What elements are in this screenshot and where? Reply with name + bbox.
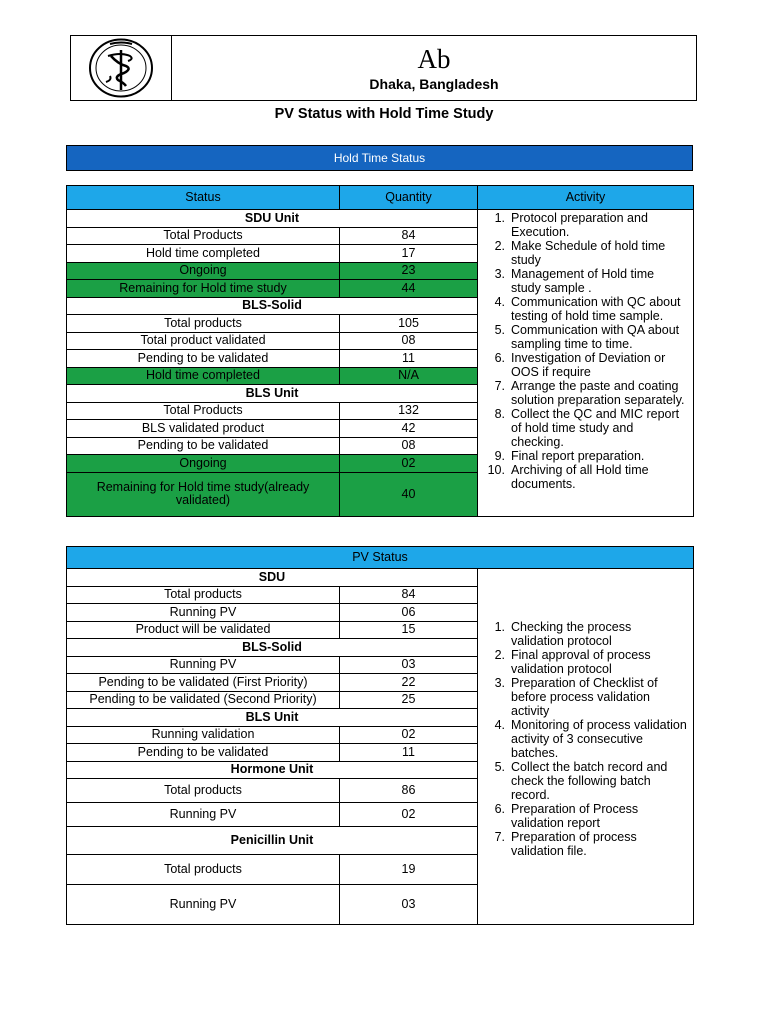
quantity-value: 15	[340, 621, 478, 639]
status-label: Total Products	[67, 227, 340, 245]
status-label: Product will be validated	[67, 621, 340, 639]
quantity-value: 25	[340, 691, 478, 709]
column-header: Quantity	[340, 186, 478, 210]
section-title: SDU	[67, 569, 478, 587]
section-title: BLS-Solid	[67, 639, 478, 657]
status-label: Pending to be validated	[67, 350, 340, 368]
activity-item	[478, 267, 693, 295]
status-label: BLS validated product	[67, 420, 340, 438]
document-header	[70, 35, 697, 101]
activity-item	[478, 295, 693, 323]
activity-text: Checking the process validation protocol	[511, 620, 632, 648]
activity-item	[478, 407, 693, 449]
status-label: Hold time completed	[67, 245, 340, 263]
activity-item	[478, 379, 693, 407]
activity-number: 5.	[494, 323, 505, 337]
activity-number: 5.	[494, 760, 505, 774]
activity-text: Collect the QC and MIC report of hold time study and checking.	[511, 407, 680, 449]
quantity-value: 19	[340, 855, 478, 885]
status-label: Pending to be validated (First Priority)	[67, 674, 340, 692]
activity-item	[478, 449, 693, 463]
quantity-value: 02	[340, 455, 478, 473]
activity-number: 10.	[487, 463, 505, 477]
quantity-value: 03	[340, 656, 478, 674]
activity-item	[478, 718, 693, 760]
activity-item	[478, 463, 693, 491]
status-label: Total products	[67, 315, 340, 333]
pv-status-table	[66, 546, 694, 925]
status-label: Running PV	[67, 604, 340, 622]
activity-text: Protocol preparation and Execution.	[511, 211, 648, 239]
activity-item	[478, 760, 693, 802]
activity-number: 6.	[494, 351, 505, 365]
status-label: Ongoing	[67, 262, 340, 280]
status-label: Pending to be validated (Second Priority)	[67, 691, 340, 709]
activity-number: 8.	[494, 407, 505, 421]
quantity-value: 11	[340, 744, 478, 762]
status-label: Running PV	[67, 885, 340, 925]
activity-number: 4.	[494, 718, 505, 732]
column-header: Activity	[478, 186, 694, 210]
activity-cell	[478, 210, 694, 517]
activity-text: Arrange the paste and coating solution preparation separately.	[511, 379, 685, 407]
status-label: Pending to be validated	[67, 744, 340, 762]
quantity-value: 02	[340, 803, 478, 827]
activity-text: Communication with QC about testing of hold time sample.	[511, 295, 681, 323]
section-title: SDU Unit	[67, 210, 478, 228]
activity-item	[478, 648, 693, 676]
quantity-value: 03	[340, 885, 478, 925]
status-label: Remaining for Hold time study(already validated)	[67, 472, 340, 516]
activity-item	[478, 802, 693, 830]
activity-text: Preparation of process validation file.	[511, 830, 637, 858]
activity-number: 7.	[494, 830, 505, 844]
header-title-cell	[172, 36, 696, 100]
section-row	[67, 569, 694, 587]
activity-number: 4.	[494, 295, 505, 309]
activity-text: Make Schedule of hold time study	[511, 239, 666, 267]
status-label: Pending to be validated	[67, 437, 340, 455]
section-title: BLS Unit	[67, 385, 478, 403]
activity-number: 1.	[494, 211, 505, 225]
quantity-value: 11	[340, 350, 478, 368]
hold-time-header-row	[67, 186, 694, 210]
activity-text: Preparation of Checklist of before process validation activity	[511, 676, 658, 718]
section-title: Penicillin Unit	[67, 827, 478, 855]
activity-number: 1.	[494, 620, 505, 634]
activity-number: 9.	[494, 449, 505, 463]
activity-text: Communication with QA about sampling time to time.	[511, 323, 680, 351]
quantity-value: 132	[340, 402, 478, 420]
status-label: Total Products	[67, 402, 340, 420]
activity-text: Final approval of process validation protocol	[511, 648, 651, 676]
activity-number: 2.	[494, 239, 505, 253]
quantity-value: 105	[340, 315, 478, 333]
activity-number: 3.	[494, 676, 505, 690]
status-label: Total product validated	[67, 332, 340, 350]
activity-list	[478, 210, 693, 491]
status-label: Ongoing	[67, 455, 340, 473]
section-title: BLS-Solid	[67, 297, 478, 315]
hold-time-status-bar: Hold Time Status	[66, 145, 693, 171]
activity-number: 6.	[494, 802, 505, 816]
activity-number: 3.	[494, 267, 505, 281]
company-name: Ab	[417, 44, 451, 74]
quantity-value: N/A	[340, 367, 478, 385]
section-row	[67, 210, 694, 228]
activity-item	[478, 211, 693, 239]
logo-cell	[71, 36, 172, 100]
hold-time-table	[66, 185, 694, 517]
quantity-value: 08	[340, 332, 478, 350]
document-title: PV Status with Hold Time Study	[274, 106, 494, 122]
quantity-value: 86	[340, 779, 478, 803]
column-header: Status	[67, 186, 340, 210]
status-label: Total products	[67, 779, 340, 803]
activity-item	[478, 323, 693, 351]
quantity-value: 40	[340, 472, 478, 516]
activity-item	[478, 239, 693, 267]
activity-text: Monitoring of process validation activity of 3 consecutive batches.	[511, 718, 687, 760]
activity-text: Final report preparation.	[511, 449, 645, 463]
quantity-value: 08	[340, 437, 478, 455]
activity-text: Preparation of Process validation report	[511, 802, 639, 830]
quantity-value: 17	[340, 245, 478, 263]
status-label: Total products	[67, 855, 340, 885]
status-label: Running validation	[67, 726, 340, 744]
activity-text: Archiving of all Hold time documents.	[511, 463, 649, 491]
activity-item	[478, 676, 693, 718]
activity-number: 2.	[494, 648, 505, 662]
activity-item	[478, 830, 693, 858]
quantity-value: 84	[340, 227, 478, 245]
activity-cell	[478, 569, 694, 925]
activity-number: 7.	[494, 379, 505, 393]
status-label: Total products	[67, 586, 340, 604]
quantity-value: 06	[340, 604, 478, 622]
section-title: Hormone Unit	[67, 761, 478, 779]
quantity-value: 44	[340, 280, 478, 298]
activity-item	[478, 351, 693, 379]
status-label: Hold time completed	[67, 367, 340, 385]
company-location: Dhaka, Bangladesh	[369, 76, 499, 92]
status-label: Remaining for Hold time study	[67, 280, 340, 298]
pv-status-title: PV Status	[67, 547, 694, 569]
activity-text: Collect the batch record and check the following batch record.	[511, 760, 668, 802]
caduceus-icon	[88, 38, 154, 98]
quantity-value: 84	[340, 586, 478, 604]
activity-list	[478, 619, 693, 858]
quantity-value: 02	[340, 726, 478, 744]
quantity-value: 23	[340, 262, 478, 280]
activity-text: Management of Hold time study sample .	[511, 267, 655, 295]
quantity-value: 42	[340, 420, 478, 438]
status-label: Running PV	[67, 656, 340, 674]
status-label: Running PV	[67, 803, 340, 827]
activity-item	[478, 620, 693, 648]
quantity-value: 22	[340, 674, 478, 692]
pv-status-bar	[67, 547, 694, 569]
activity-text: Investigation of Deviation or OOS if require	[511, 351, 666, 379]
section-title: BLS Unit	[67, 709, 478, 727]
